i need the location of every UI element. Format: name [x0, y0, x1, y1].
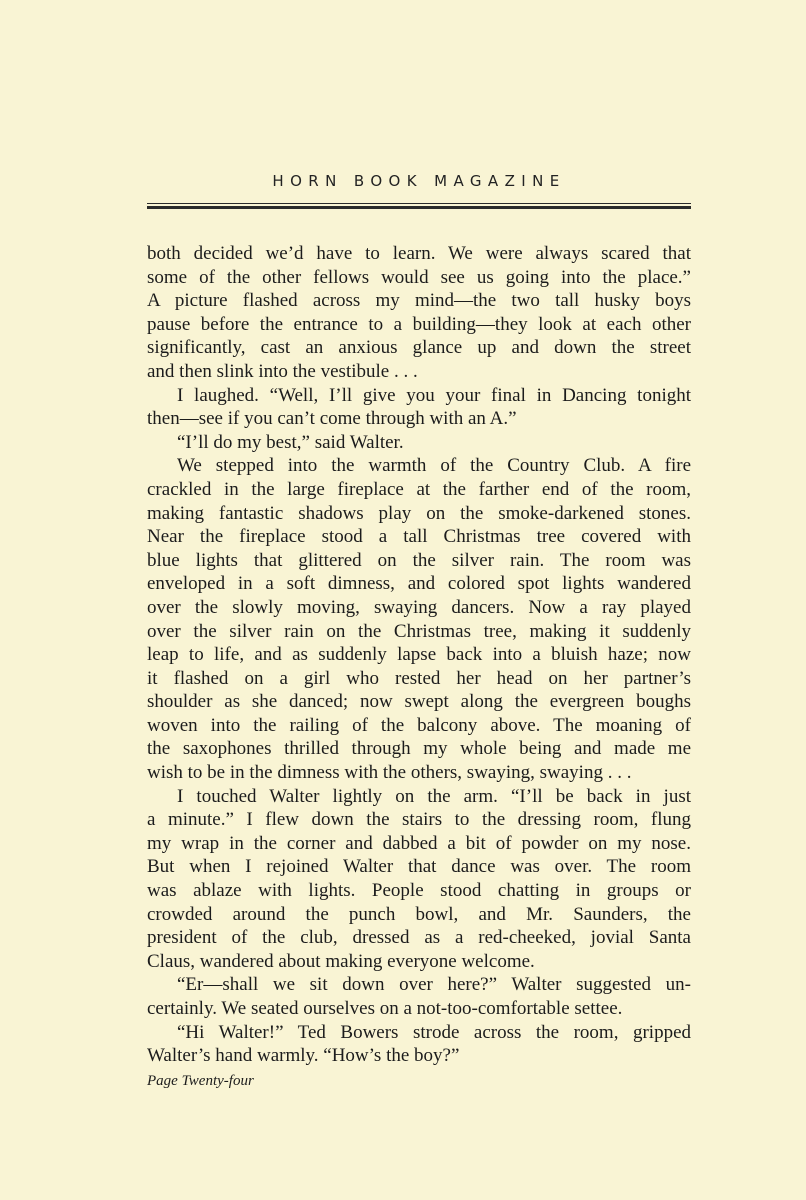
- text-line: it flashed on a girl who rested her head on her partner’s: [147, 667, 691, 689]
- text-line: making fantastic shadows play on the smoke-darkened stones.: [147, 502, 691, 524]
- text-line: some of the other fellows would see us going into the place.”: [147, 266, 691, 288]
- text-line: shoulder as she danced; now swept along the evergreen boughs: [147, 691, 691, 713]
- text-line: I laughed. “Well, I’ll give you your final in Dancing tonight: [177, 384, 691, 406]
- text-line: “I’ll do my best,” said Walter.: [177, 431, 404, 453]
- text-line: But when I rejoined Walter that dance was over. The room: [147, 856, 691, 878]
- text-line: and then slink into the vestibule . . .: [147, 360, 418, 382]
- text-line: A picture flashed across my mind—the two tall husky boys: [147, 290, 691, 312]
- body-text: [147, 242, 691, 1068]
- text-line: a minute.” I flew down the stairs to the dressing room, flung: [147, 809, 691, 831]
- text-line: Near the fireplace stood a tall Christmas tree covered with: [147, 526, 691, 548]
- text-line: was ablaze with lights. People stood chatting in groups or: [147, 880, 691, 902]
- text-line: the saxophones thrilled through my whole being and made me: [147, 738, 691, 760]
- text-line: significantly, cast an anxious glance up and down the street: [147, 337, 691, 359]
- text-line: blue lights that glittered on the silver rain. The room was: [147, 549, 691, 571]
- text-line: enveloped in a soft dimness, and colored spot lights wandered: [147, 573, 691, 595]
- text-line: wish to be in the dimness with the others, swaying, swaying . . .: [147, 762, 632, 784]
- text-line: then—see if you can’t come through with an A.”: [147, 408, 517, 430]
- text-line: “Er—shall we sit down over here?” Walter suggested un-: [177, 974, 691, 996]
- text-line: I touched Walter lightly on the arm. “I’ll be back in just: [177, 785, 691, 807]
- text-line: over the slowly moving, swaying dancers. Now a ray played: [147, 596, 691, 618]
- text-line: leap to life, and as suddenly lapse back into a bluish haze; now: [147, 644, 691, 666]
- text-line: We stepped into the warmth of the Country Club. A fire: [177, 455, 691, 477]
- header-rule-thick: [147, 206, 691, 209]
- page-number: Page Twenty-four: [147, 1073, 254, 1089]
- text-line: crackled in the large fireplace at the farther end of the room,: [147, 478, 691, 500]
- text-line: president of the club, dressed as a red-cheeked, jovial Santa: [147, 927, 691, 949]
- text-line: Claus, wandered about making everyone welcome.: [147, 950, 535, 972]
- text-line: certainly. We seated ourselves on a not-too-comfortable settee.: [147, 998, 623, 1019]
- header-rule-thin: [147, 203, 691, 204]
- text-line: over the silver rain on the Christmas tree, making it suddenly: [147, 620, 691, 642]
- running-header: HORN BOOK MAGAZINE: [272, 172, 566, 190]
- text-line: Walter’s hand warmly. “How’s the boy?”: [147, 1045, 460, 1067]
- text-line: my wrap in the corner and dabbed a bit of powder on my nose.: [147, 832, 691, 854]
- text-line: “Hi Walter!” Ted Bowers strode across the room, gripped: [177, 1021, 691, 1043]
- text-line: woven into the railing of the balcony above. The moaning of: [147, 714, 691, 736]
- text-line: both decided we’d have to learn. We were always scared that: [147, 243, 691, 264]
- text-line: crowded around the punch bowl, and Mr. Saunders, the: [147, 903, 691, 925]
- text-line: pause before the entrance to a building—they look at each other: [147, 313, 691, 335]
